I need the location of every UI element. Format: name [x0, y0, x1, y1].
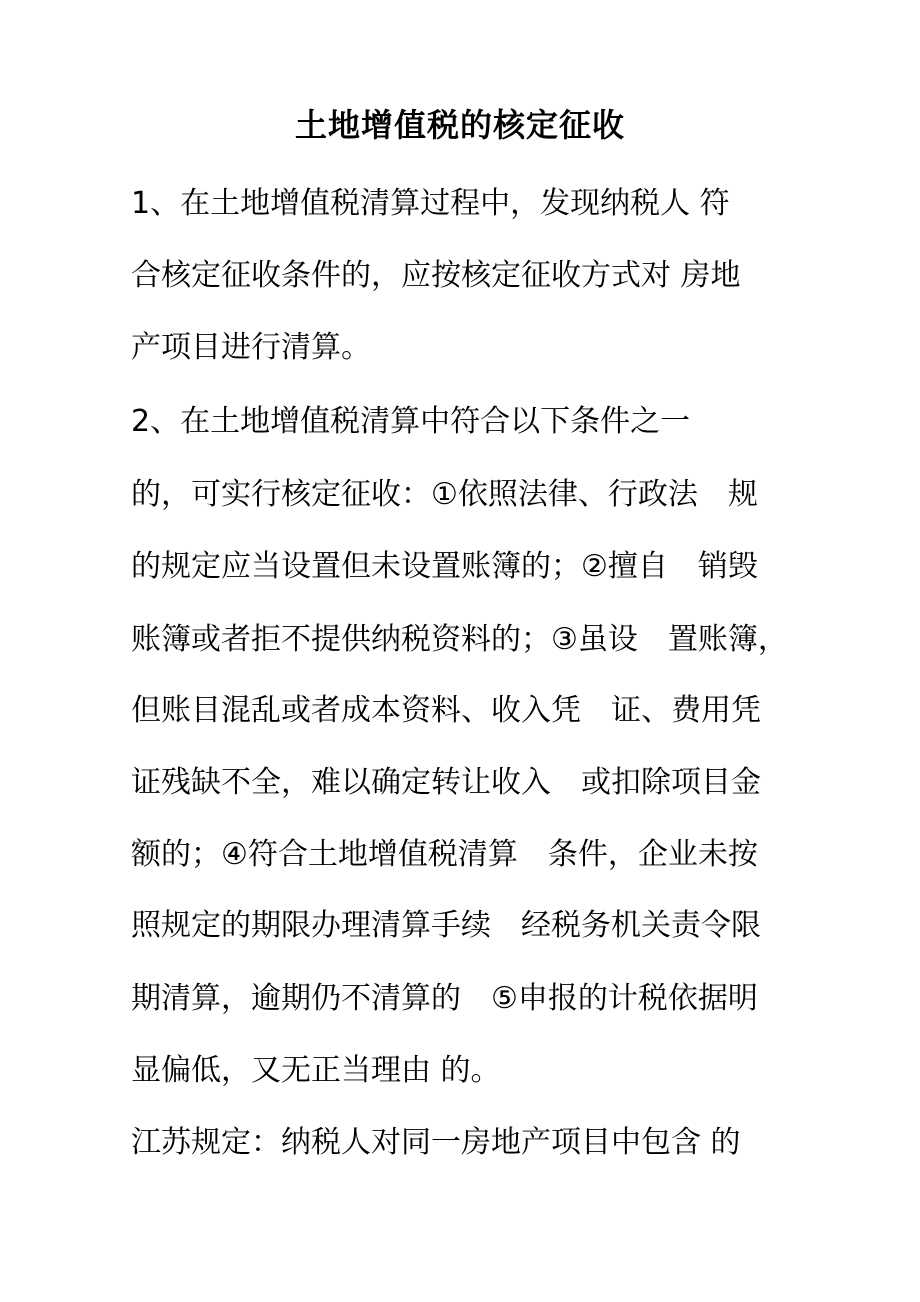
text-line-2: 合核定征收条件的，应按核定征收方式对 房地	[131, 258, 741, 293]
text-line-11: 照规定的期限办理清算手续 经税务机关责令限	[131, 908, 761, 943]
text-line-3: 产项目进行清算。	[131, 330, 371, 365]
text-line-7: 账簿或者拒不提供纳税资料的；③虽设 置账簿，	[131, 622, 788, 657]
document-title: 土地增值税的核定征收	[294, 106, 625, 144]
text-line-1: 1、在土地增值税清算过程中，发现纳税人 符	[131, 186, 730, 221]
text-line-5: 的，可实行核定征收：①依照法律、行政法 规	[131, 477, 758, 512]
text-line-8: 但账目混乱或者成本资料、收入凭 证、费用凭	[131, 693, 761, 728]
text-line-13: 显偏低，又无正当理由 的。	[131, 1053, 501, 1088]
text-line-9: 证残缺不全，难以确定转让收入 或扣除项目金	[131, 765, 761, 800]
text-line-6: 的规定应当设置但未设置账簿的；②擅自 销毁	[131, 549, 758, 584]
text-line-10: 额的；④符合土地增值税清算 条件，企业未按	[131, 837, 758, 872]
text-line-4: 2、在土地增值税清算中符合以下条件之一	[131, 404, 691, 439]
text-line-12: 期清算，逾期仍不清算的 ⑤申报的计税依据明	[131, 981, 758, 1016]
text-line-14: 江苏规定：纳税人对同一房地产项目中包含 的	[131, 1125, 741, 1160]
